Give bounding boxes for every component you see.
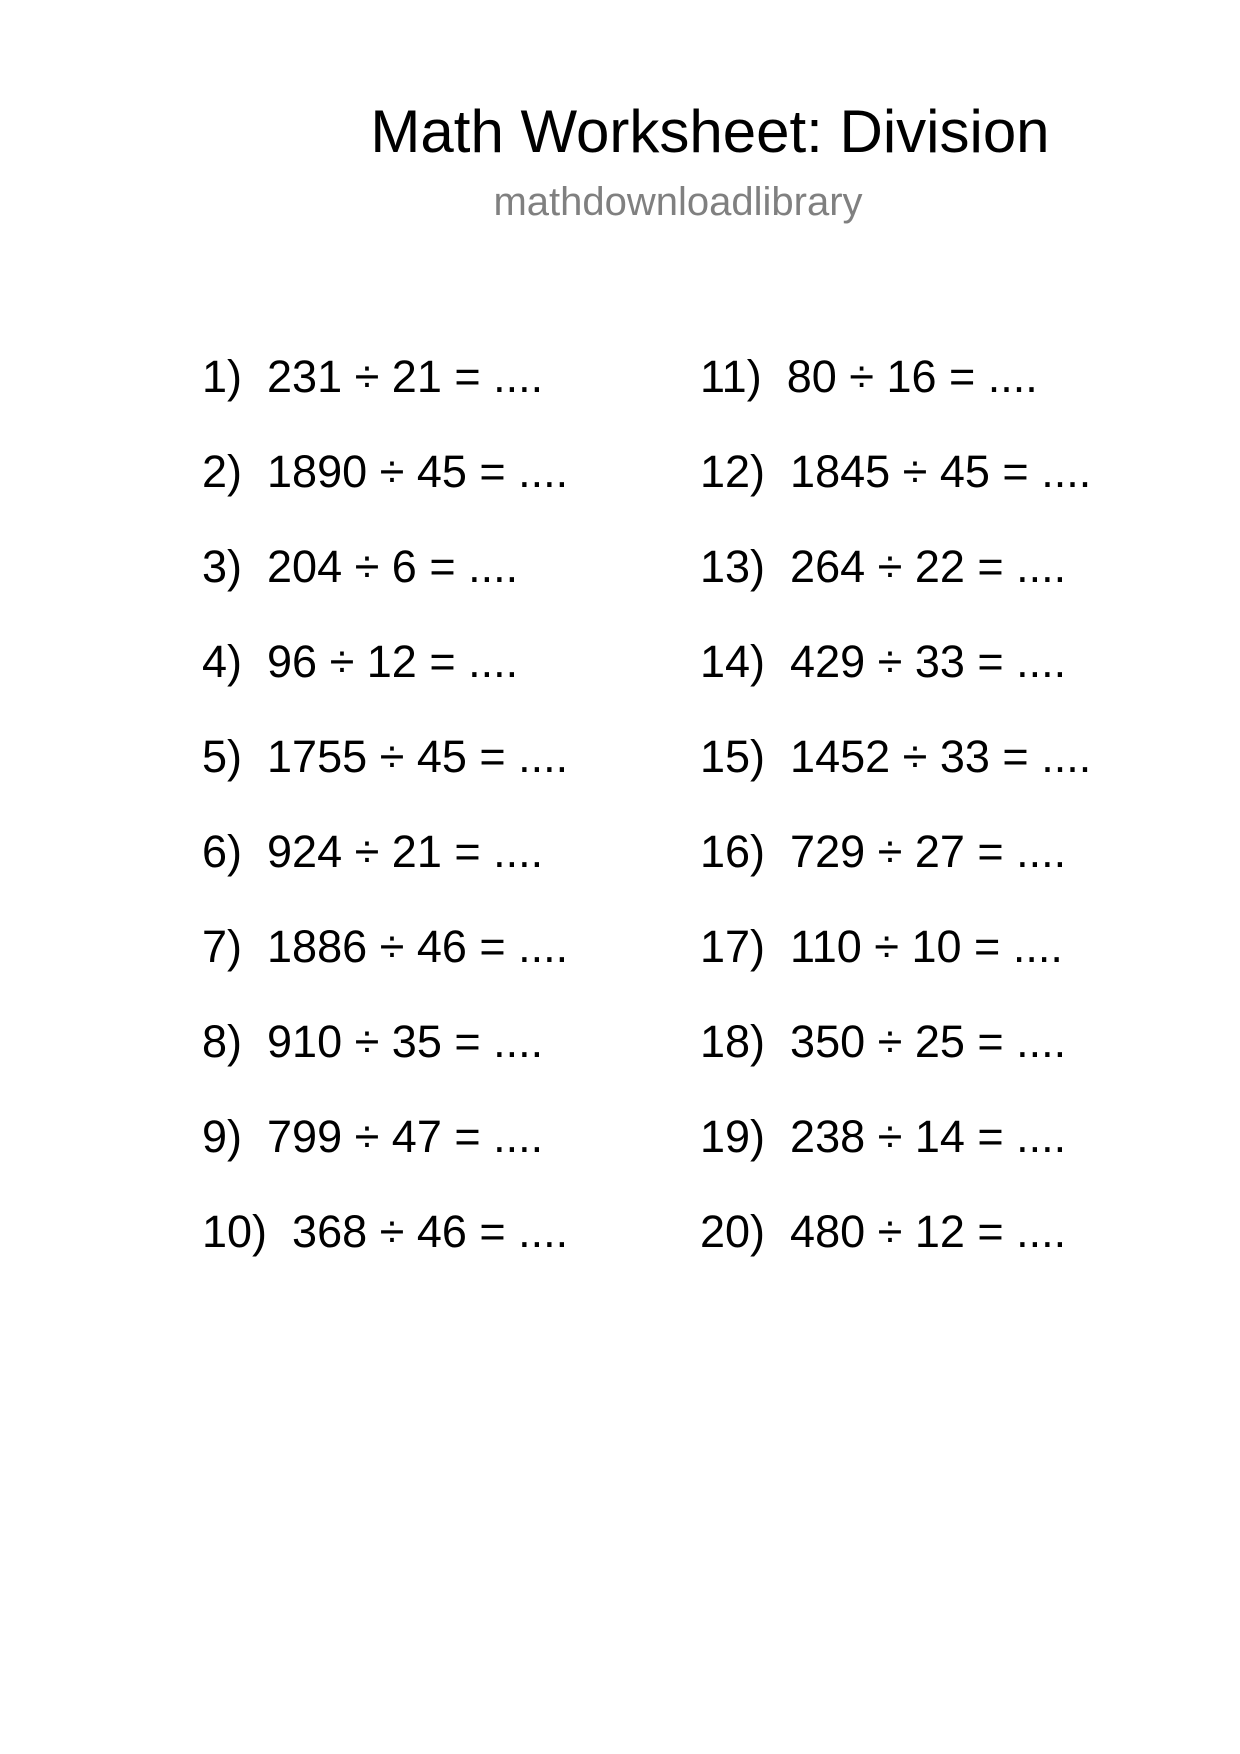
problem-4: 4) 96 ÷ 12 = .... bbox=[202, 636, 519, 687]
problem-13: 13) 264 ÷ 22 = .... bbox=[700, 541, 1067, 592]
problem-14: 14) 429 ÷ 33 = .... bbox=[700, 636, 1067, 687]
problem-11: 11) 80 ÷ 16 = .... bbox=[700, 351, 1038, 402]
problem-17: 17) 110 ÷ 10 = .... bbox=[700, 921, 1063, 972]
problem-16: 16) 729 ÷ 27 = .... bbox=[700, 826, 1067, 877]
problem-20: 20) 480 ÷ 12 = .... bbox=[700, 1206, 1067, 1257]
problem-19: 19) 238 ÷ 14 = .... bbox=[700, 1111, 1067, 1162]
problem-10: 10) 368 ÷ 46 = .... bbox=[202, 1206, 569, 1257]
problem-7: 7) 1886 ÷ 46 = .... bbox=[202, 921, 569, 972]
problem-2: 2) 1890 ÷ 45 = .... bbox=[202, 446, 569, 497]
problem-12: 12) 1845 ÷ 45 = .... bbox=[700, 446, 1092, 497]
problem-5: 5) 1755 ÷ 45 = .... bbox=[202, 731, 569, 782]
page-subtitle: mathdownloadlibrary bbox=[493, 180, 863, 224]
problem-1: 1) 231 ÷ 21 = .... bbox=[202, 351, 544, 402]
problem-8: 8) 910 ÷ 35 = .... bbox=[202, 1016, 544, 1067]
problem-6: 6) 924 ÷ 21 = .... bbox=[202, 826, 544, 877]
problem-18: 18) 350 ÷ 25 = .... bbox=[700, 1016, 1067, 1067]
problem-9: 9) 799 ÷ 47 = .... bbox=[202, 1111, 544, 1162]
problem-15: 15) 1452 ÷ 33 = .... bbox=[700, 731, 1092, 782]
page-title: Math Worksheet: Division bbox=[370, 98, 1050, 165]
problem-3: 3) 204 ÷ 6 = .... bbox=[202, 541, 519, 592]
